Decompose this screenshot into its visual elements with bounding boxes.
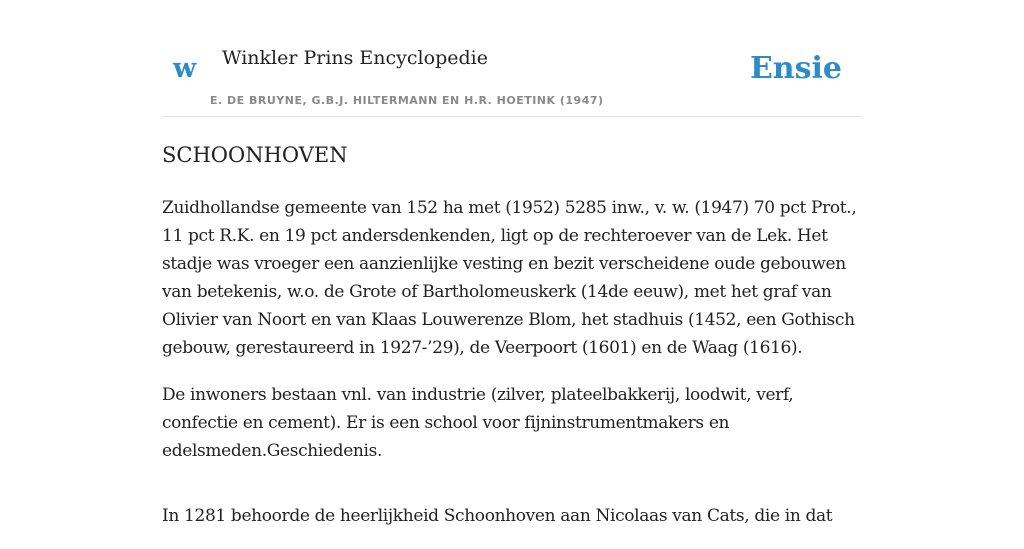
- article: [162, 139, 862, 549]
- site-header: [162, 0, 862, 117]
- winkler-prins-logo[interactable]: w: [173, 53, 197, 84]
- entry-title: SCHOONHOVEN: [162, 143, 348, 167]
- publication-authors: E. DE BRUYNE, G.B.J. HILTERMANN EN H.R. HOETINK (1947): [210, 94, 604, 107]
- article-paragraph: De inwoners bestaan vnl. van industrie (zilver, plateelbakkerij, loodwit, verf, confectie en cement). Er is een school voor fijninstrumentmakers en edelsmeden.Geschiedenis.: [162, 385, 794, 461]
- ensie-logo[interactable]: Ensie: [749, 51, 842, 86]
- article-paragraph: In 1281 behoorde de heerlijkheid Schoonhoven aan Nicolaas van Cats, die in dat: [162, 506, 833, 526]
- article-paragraph: Zuidhollandse gemeente van 152 ha met (1952) 5285 inw., v. w. (1947) 70 pct Prot., 11 pct R.K. en 19 pct andersdenkenden, ligt op de rechteroever van de Lek. Het stadje was vroeger een aanzienlijke vesting en bezit verscheidene oude gebouwen van betekenis, w.o. de Grote of Bartholomeuskerk (14de eeuw), met het graf van Olivier van Noort en van Klaas Louwerenze Blom, het stadhuis (1452, een Gothisch gebouw, gerestaureerd in 1927-’29), de Veerpoort (1601) en de Waag (1616).: [162, 198, 857, 358]
- publication-title: Winkler Prins Encyclopedie: [222, 47, 488, 69]
